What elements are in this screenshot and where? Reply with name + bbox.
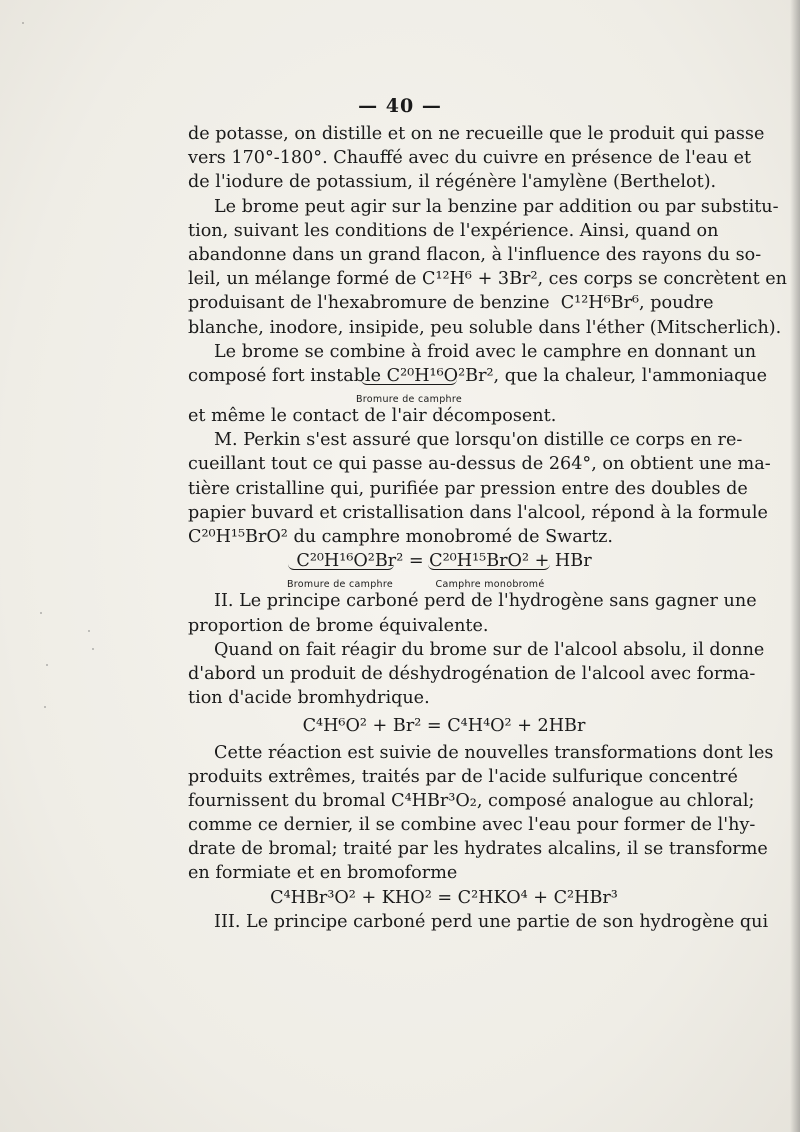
- text-line: comme ce dernier, il se combine avec l'eau pour former de l'hy-: [188, 815, 756, 836]
- scan-speck: [44, 706, 46, 708]
- text-run: , ces corps se concrètent en: [537, 269, 788, 290]
- scan-speck: [22, 22, 24, 24]
- text-line: [188, 789, 755, 813]
- chemical-formula: C²⁰H¹⁶O²Br²: [386, 365, 494, 386]
- chemical-formula: C⁴HBr³O₂: [391, 790, 477, 811]
- text-run: produisant de l'hexabromure de benzine: [188, 293, 550, 314]
- text-line: de l'iodure de potassium, il régénère l'amylène (Berthelot).: [188, 172, 717, 193]
- chemical-formula: C¹²H⁶Br⁶: [560, 293, 640, 314]
- text-line: [188, 291, 714, 315]
- scan-speck: [46, 664, 48, 666]
- text-line: tion d'acide bromhydrique.: [188, 688, 430, 709]
- text-line: d'abord un produit de déshydrogénation de l'alcool avec forma-: [188, 663, 756, 684]
- equation: C⁴HBr³O² + KHO² = C²HKO⁴ + C²HBr³: [270, 887, 618, 908]
- text-run: du camphre monobromé de Swartz.: [293, 527, 614, 547]
- text-line: cueillant tout ce qui passe au-dessus de 264°, on obtient une ma-: [188, 454, 771, 475]
- page-body: [188, 122, 788, 934]
- text-line: blanche, inodore, insipide, peu soluble dans l'éther (Mitscherlich).: [188, 317, 782, 338]
- formula-annotation: [188, 388, 700, 404]
- underbrace: [428, 564, 550, 570]
- page-number: — 40 —: [358, 95, 442, 117]
- equation-annotations: [188, 573, 700, 589]
- scan-speck: [40, 612, 42, 614]
- scan-speck: [88, 630, 90, 632]
- page-edge-shadow: [790, 0, 800, 1132]
- text-run: leil, un mélange formé de: [188, 269, 417, 290]
- text-run: , composé analogue au chloral;: [476, 790, 755, 811]
- text-line: Quand on fait réagir du brome sur de l'alcool absolu, il donne: [214, 639, 765, 660]
- formula-label: Bromure de camphre: [286, 579, 394, 591]
- text-line: papier buvard et cristallisation dans l'alcool, répond à la formule: [188, 502, 768, 523]
- text-line: produits extrêmes, traités par de l'acide sulfurique concentré: [188, 766, 738, 787]
- text-line: III. Le principe carboné perd une partie de son hydrogène qui: [214, 911, 769, 932]
- text-line: de potasse, on distille et on ne recueille que le produit qui passe: [188, 124, 765, 144]
- text-line: Le brome peut agir sur la benzine par addition ou par substitu-: [214, 196, 779, 217]
- text-line: en formiate et en bromoforme: [188, 863, 458, 884]
- text-run: , poudre: [639, 293, 714, 314]
- formula-label: Bromure de camphre: [355, 394, 463, 406]
- equation: C²⁰H¹⁶O²Br² = C²⁰H¹⁵BrO² + HBr: [296, 551, 592, 572]
- chemical-formula: C²⁰H¹⁵BrO²: [188, 527, 288, 547]
- text-run: composé fort instable: [188, 365, 382, 386]
- text-run: fournissent du bromal: [188, 790, 386, 811]
- text-line: tière cristalline qui, purifiée par pression entre des doubles de: [188, 478, 748, 499]
- text-line: [188, 525, 700, 549]
- text-line: proportion de brome équivalente.: [188, 615, 489, 636]
- text-line: drate de bromal; traité par les hydrates alcalins, il se transforme: [188, 839, 768, 860]
- text-line: II. Le principe carboné perd de l'hydrogène sans gagner une: [214, 591, 757, 612]
- text-line: vers 170°-180°. Chauffé avec du cuivre en présence de l'eau et: [188, 148, 752, 169]
- text-line: Cette réaction est suivie de nouvelles transformations dont les: [214, 742, 774, 763]
- text-line: [188, 267, 788, 291]
- text-line: tion, suivant les conditions de l'expérience. Ainsi, quand on: [188, 220, 719, 241]
- chemical-formula: C¹²H⁶ + 3Br²: [422, 269, 538, 290]
- text-line: abandonne dans un grand flacon, à l'influence des rayons du so-: [188, 244, 762, 265]
- underbrace: [288, 564, 394, 570]
- formula-label: Camphre monobromé: [435, 579, 545, 591]
- text-line: et même le contact de l'air décomposent.: [188, 406, 557, 427]
- text-line: Le brome se combine à froid avec le camphre en donnant un: [214, 341, 757, 362]
- text-run: , que la chaleur, l'ammoniaque: [493, 365, 768, 386]
- text-line: M. Perkin s'est assuré que lorsqu'on distille ce corps en re-: [214, 430, 743, 451]
- underbrace: [361, 379, 457, 385]
- scan-speck: [92, 648, 94, 650]
- equation: C⁴H⁶O² + Br² = C⁴H⁴O² + 2HBr: [302, 716, 586, 737]
